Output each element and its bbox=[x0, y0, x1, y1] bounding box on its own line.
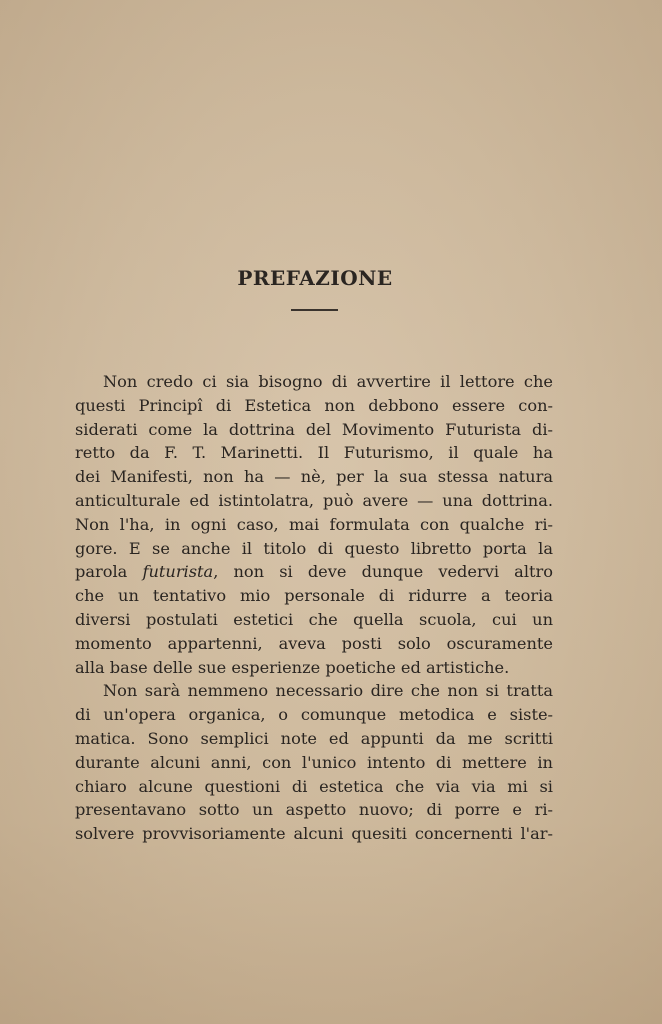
text-line: Non sarà nemmeno necessario dire che non si tratta bbox=[103, 681, 553, 701]
page-title: PREFAZIONE bbox=[237, 266, 393, 290]
text-fragment: , non si deve dunque vedervi altro bbox=[213, 562, 553, 582]
title-underline-rule bbox=[291, 309, 338, 311]
text-line: questi Principî di Estetica non debbono essere con- bbox=[75, 395, 553, 415]
text-line-with-italic bbox=[75, 560, 553, 584]
text-line: chiaro alcune questioni di estetica che via via mi si bbox=[75, 776, 553, 796]
text-line: anticulturale ed istintolatra, può avere — una dottrina. bbox=[75, 490, 553, 510]
text-line: che un tentativo mio personale di ridurre a teoria bbox=[75, 586, 553, 606]
text-line: retto da F. T. Marinetti. Il Futurismo, il quale ha bbox=[75, 443, 553, 463]
text-line: matica. Sono semplici note ed appunti da me scritti bbox=[75, 728, 553, 748]
text-line: alla base delle sue esperienze poetiche ed artistiche. bbox=[75, 657, 510, 677]
text-line: Non l'ha, in ogni caso, mai formulata con qualche ri- bbox=[75, 514, 553, 534]
text-line: solvere provvisoriamente alcuni quesiti concernenti l'ar- bbox=[75, 824, 553, 844]
text-line: dei Manifesti, non ha — nè, per la sua stessa natura bbox=[75, 467, 553, 487]
text-fragment: parola bbox=[75, 562, 128, 582]
text-line: gore. E se anche il titolo di questo libretto porta la bbox=[75, 538, 553, 558]
italic-word: futurista bbox=[142, 562, 214, 582]
text-line: di un'opera organica, o comunque metodica e siste- bbox=[75, 705, 553, 725]
text-line: durante alcuni anni, con l'unico intento di mettere in bbox=[75, 752, 553, 772]
text-line: momento appartenni, aveva posti solo oscuramente bbox=[75, 633, 553, 653]
text-line: siderati come la dottrina del Movimento Futurista di- bbox=[75, 419, 553, 439]
body-text bbox=[75, 370, 553, 846]
text-line: diversi postulati estetici che quella scuola, cui un bbox=[75, 609, 553, 629]
text-line: presentavano sotto un aspetto nuovo; di porre e ri- bbox=[75, 800, 553, 820]
text-line: Non credo ci sia bisogno di avvertire il lettore che bbox=[103, 372, 553, 391]
